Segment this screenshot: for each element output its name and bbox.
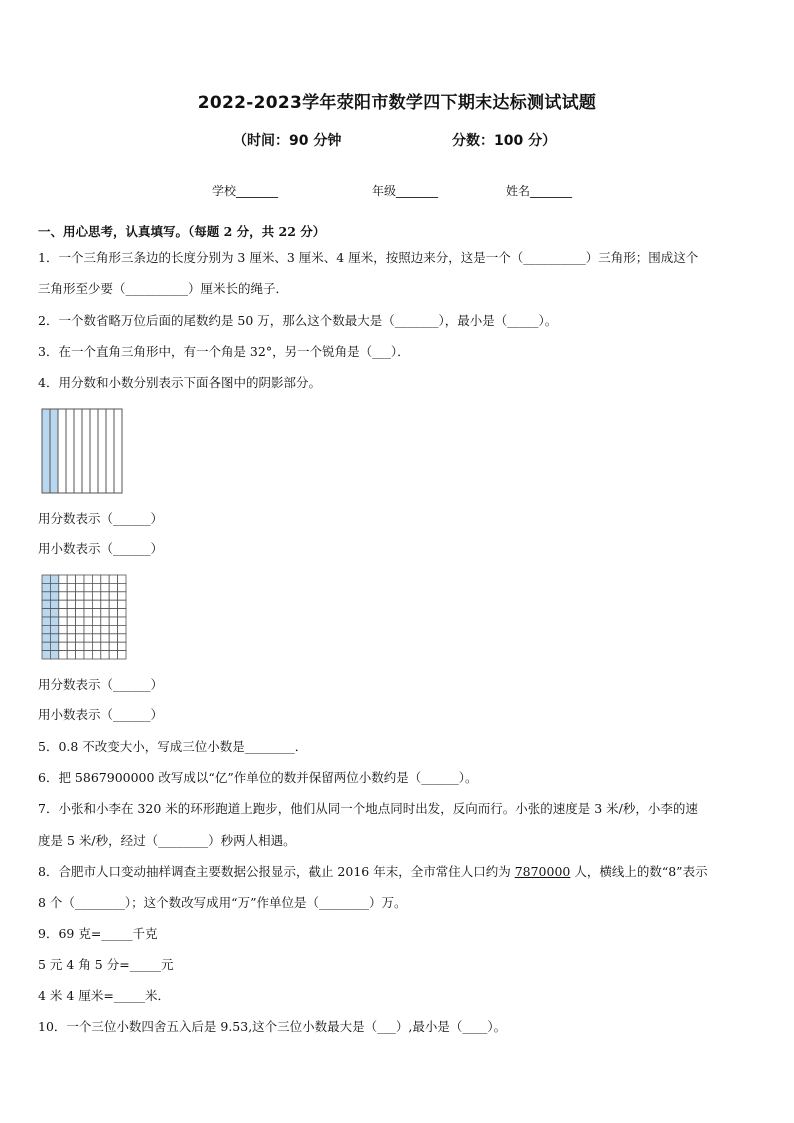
unshaded-column — [58, 409, 66, 493]
unshaded-cell — [76, 625, 84, 633]
unshaded-cell — [59, 625, 67, 633]
unshaded-cell — [118, 609, 126, 617]
figure-2-decimal-answer: 用小数表示（______） — [38, 707, 164, 722]
unshaded-cell — [59, 583, 67, 591]
unshaded-cell — [118, 583, 126, 591]
unshaded-cell — [76, 592, 84, 600]
unshaded-cell — [109, 600, 117, 608]
unshaded-cell — [101, 617, 109, 625]
unshaded-cell — [84, 600, 92, 608]
question-8-text-before: 8．合肥市人口变动抽样调查主要数据公报显示，截止 2016 年末，全市常住人口约为 — [38, 864, 515, 879]
unshaded-cell — [92, 634, 100, 642]
unshaded-cell — [84, 634, 92, 642]
school-field: 学校_______ — [212, 184, 279, 198]
exam-time: （时间：90 分钟 — [233, 133, 342, 149]
unshaded-cell — [59, 617, 67, 625]
unshaded-cell — [76, 609, 84, 617]
figure-2-fraction-answer: 用分数表示（______） — [38, 677, 164, 692]
unshaded-column — [114, 409, 122, 493]
shaded-cell — [50, 617, 58, 625]
page-title: 2022-2023学年荥阳市数学四下期末达标测试试题 — [197, 93, 597, 113]
shaded-cell — [42, 617, 50, 625]
unshaded-cell — [84, 592, 92, 600]
unshaded-cell — [109, 609, 117, 617]
figure-1-fraction-answer: 用分数表示（______） — [38, 511, 164, 526]
shaded-column — [42, 409, 50, 493]
unshaded-cell — [67, 609, 75, 617]
question-7-line-1: 7．小张和小李在 320 米的环形跑道上跑步，他们从同一个地点同时出发，反向而行。小张的速度是 3 米/秒，小李的速 — [38, 801, 698, 816]
question-3: 3．在一个直角三角形中，有一个角是 32°，另一个锐角是（___）． — [38, 344, 410, 359]
unshaded-cell — [118, 617, 126, 625]
unshaded-cell — [84, 651, 92, 659]
unshaded-cell — [101, 583, 109, 591]
shaded-cell — [50, 592, 58, 600]
shaded-strip-figure — [40, 407, 124, 495]
shaded-cell — [50, 609, 58, 617]
unshaded-cell — [118, 634, 126, 642]
unshaded-cell — [67, 634, 75, 642]
grade-field: 年级_______ — [372, 184, 439, 198]
unshaded-cell — [109, 617, 117, 625]
unshaded-column — [66, 409, 74, 493]
unshaded-cell — [101, 625, 109, 633]
unshaded-cell — [109, 634, 117, 642]
unshaded-cell — [101, 600, 109, 608]
question-10: 10．一个三位小数四舍五入后是 9.53,这个三位小数最大是（___）,最小是（____）。 — [38, 1019, 507, 1034]
unshaded-cell — [84, 642, 92, 650]
unshaded-cell — [76, 600, 84, 608]
unshaded-cell — [118, 651, 126, 659]
unshaded-column — [74, 409, 82, 493]
shaded-cell — [50, 583, 58, 591]
unshaded-cell — [92, 617, 100, 625]
unshaded-cell — [76, 583, 84, 591]
unshaded-cell — [101, 575, 109, 583]
unshaded-cell — [101, 651, 109, 659]
unshaded-cell — [92, 651, 100, 659]
unshaded-cell — [101, 634, 109, 642]
unshaded-cell — [84, 625, 92, 633]
unshaded-cell — [67, 600, 75, 608]
shaded-cell — [42, 642, 50, 650]
exam-score: 分数：100 分） — [452, 133, 557, 149]
shaded-cell — [42, 634, 50, 642]
unshaded-cell — [67, 651, 75, 659]
shaded-cell — [50, 600, 58, 608]
unshaded-cell — [76, 634, 84, 642]
question-8-line-1 — [38, 864, 708, 880]
unshaded-cell — [84, 617, 92, 625]
unshaded-column — [98, 409, 106, 493]
unshaded-cell — [101, 609, 109, 617]
unshaded-cell — [109, 651, 117, 659]
unshaded-cell — [67, 592, 75, 600]
unshaded-cell — [76, 642, 84, 650]
unshaded-cell — [59, 634, 67, 642]
question-8-text-after: 人，横线上的数“8”表示 — [570, 864, 708, 879]
name-field: 姓名_______ — [506, 184, 573, 198]
unshaded-column — [82, 409, 90, 493]
question-8-number: 7870000 — [514, 864, 571, 879]
unshaded-cell — [118, 592, 126, 600]
question-9-part-3: 4 米 4 厘米=_____米． — [38, 988, 171, 1003]
question-2: 2．一个数省略万位后面的尾数约是 50 万，那么这个数最大是（_______），最小是（_____）。 — [38, 313, 558, 328]
unshaded-cell — [109, 625, 117, 633]
unshaded-cell — [59, 592, 67, 600]
unshaded-cell — [59, 600, 67, 608]
unshaded-cell — [118, 600, 126, 608]
shaded-cell — [42, 600, 50, 608]
unshaded-cell — [92, 575, 100, 583]
shaded-cell — [42, 575, 50, 583]
unshaded-cell — [76, 617, 84, 625]
question-1-line-1: 1．一个三角形三条边的长度分别为 3 厘米、3 厘米、4 厘米，按照边来分，这是一个（__________）三角形；围成这个 — [38, 250, 699, 265]
unshaded-cell — [59, 651, 67, 659]
unshaded-cell — [109, 583, 117, 591]
shaded-cell — [50, 625, 58, 633]
question-1-line-2: 三角形至少要（__________）厘米长的绳子． — [38, 281, 289, 296]
unshaded-cell — [67, 642, 75, 650]
shaded-cell — [50, 651, 58, 659]
unshaded-cell — [67, 625, 75, 633]
unshaded-cell — [109, 592, 117, 600]
shaded-column — [50, 409, 58, 493]
unshaded-cell — [92, 642, 100, 650]
shaded-cell — [42, 625, 50, 633]
question-8-line-2: 8 个（________）；这个数改写成用“万”作单位是（________）万。 — [38, 895, 407, 910]
unshaded-cell — [59, 609, 67, 617]
unshaded-cell — [84, 609, 92, 617]
unshaded-cell — [67, 583, 75, 591]
shaded-cell — [42, 583, 50, 591]
shaded-grid-figure — [40, 573, 128, 661]
unshaded-cell — [67, 575, 75, 583]
unshaded-cell — [59, 575, 67, 583]
shaded-cell — [50, 575, 58, 583]
unshaded-cell — [118, 575, 126, 583]
shaded-cell — [42, 651, 50, 659]
shaded-cell — [42, 609, 50, 617]
unshaded-cell — [118, 642, 126, 650]
question-9-part-1: 9．69 克=_____千克 — [38, 926, 158, 941]
unshaded-cell — [59, 642, 67, 650]
shaded-cell — [50, 642, 58, 650]
shaded-cell — [42, 592, 50, 600]
unshaded-column — [106, 409, 114, 493]
unshaded-cell — [92, 625, 100, 633]
question-9-part-2: 5 元 4 角 5 分=_____元 — [38, 957, 174, 972]
question-6: 6．把 5867900000 改写成以“亿”作单位的数并保留两位小数约是（______）。 — [38, 770, 478, 785]
unshaded-cell — [84, 575, 92, 583]
figure-1-decimal-answer: 用小数表示（______） — [38, 541, 164, 556]
section-heading: 一、用心思考，认真填写。（每题 2 分，共 22 分） — [38, 224, 326, 239]
unshaded-cell — [76, 651, 84, 659]
unshaded-cell — [101, 592, 109, 600]
unshaded-cell — [92, 609, 100, 617]
unshaded-cell — [109, 575, 117, 583]
unshaded-cell — [101, 642, 109, 650]
unshaded-cell — [92, 583, 100, 591]
question-7-line-2: 度是 5 米/秒，经过（________）秒两人相遇。 — [38, 833, 296, 848]
unshaded-cell — [92, 592, 100, 600]
shaded-cell — [50, 634, 58, 642]
unshaded-cell — [118, 625, 126, 633]
question-5: 5．0.8 不改变大小，写成三位小数是________． — [38, 739, 308, 754]
question-4: 4．用分数和小数分别表示下面各图中的阴影部分。 — [38, 375, 321, 390]
unshaded-cell — [76, 575, 84, 583]
unshaded-cell — [84, 583, 92, 591]
unshaded-column — [90, 409, 98, 493]
unshaded-cell — [67, 617, 75, 625]
unshaded-cell — [109, 642, 117, 650]
unshaded-cell — [92, 600, 100, 608]
